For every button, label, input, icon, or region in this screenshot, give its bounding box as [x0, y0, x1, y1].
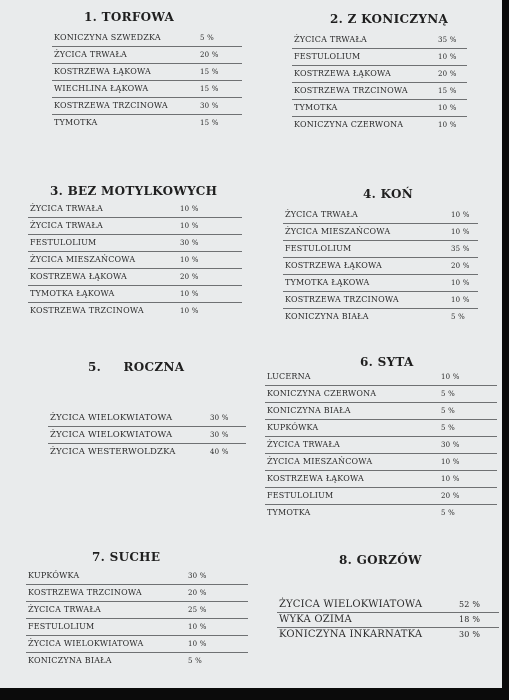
- component-name: KONICZYNA BIAŁA: [285, 312, 369, 321]
- component-name: TYMOTKA ŁĄKOWA: [285, 278, 370, 287]
- component-percentage: 10 %: [438, 121, 457, 129]
- component-name: ŻYCICA TRWAŁA: [30, 221, 103, 230]
- component-name: FESTULOLIUM: [30, 238, 97, 247]
- component-name: KOSTRZEWA TRZCINOWA: [28, 588, 142, 597]
- component-name: TYMOTKA: [294, 103, 338, 112]
- mix-row: [48, 427, 246, 444]
- mix-rows: [283, 207, 478, 325]
- mix-row: [283, 207, 478, 224]
- component-percentage: 30 %: [210, 414, 229, 422]
- component-name: ŻYCICA WIELOKWIATOWA: [50, 413, 173, 423]
- component-percentage: 15 %: [200, 119, 219, 127]
- component-percentage: 30 %: [441, 441, 460, 449]
- component-percentage: 20 %: [180, 273, 199, 281]
- component-percentage: 20 %: [438, 70, 457, 78]
- component-name: KOSTRZEWA ŁĄKOWA: [30, 272, 127, 281]
- mix-title: 1. TORFOWA: [84, 10, 175, 24]
- component-percentage: 10 %: [441, 458, 460, 466]
- component-percentage: 25 %: [188, 606, 207, 614]
- mix-row: [265, 420, 497, 437]
- component-percentage: 10 %: [441, 373, 460, 381]
- mix-rows: [292, 32, 467, 133]
- component-name: TYMOTKA ŁĄKOWA: [30, 289, 115, 298]
- mix-row: [52, 30, 242, 47]
- component-percentage: 20 %: [451, 262, 470, 270]
- component-percentage: 15 %: [438, 87, 457, 95]
- component-percentage: 20 %: [188, 589, 207, 597]
- component-name: WIECHLINA ŁĄKOWA: [54, 84, 149, 93]
- component-name: KOSTRZEWA TRZCINOWA: [294, 86, 408, 95]
- mix-row: [28, 303, 242, 319]
- mix-row: [28, 252, 242, 269]
- component-percentage: 20 %: [200, 51, 219, 59]
- component-name: ŻYCICA TRWAŁA: [294, 35, 367, 44]
- component-name: TYMOTKA: [54, 118, 98, 127]
- mix-title: 2. Z KONICZYNĄ: [330, 12, 449, 26]
- mix-row: [277, 628, 499, 642]
- mix-row: [292, 117, 467, 133]
- mix-row: [26, 653, 248, 669]
- component-name: FESTULOLIUM: [28, 622, 95, 631]
- component-percentage: 52 %: [459, 600, 481, 609]
- mix-row: [292, 83, 467, 100]
- mix-title: 6. SYTA: [360, 355, 414, 369]
- mix-row: [26, 619, 248, 636]
- mix-row: [48, 410, 246, 427]
- component-name: KOSTRZEWA TRZCINOWA: [30, 306, 144, 315]
- mix-row: [48, 444, 246, 460]
- mix-title: 3. BEZ MOTYLKOWYCH: [50, 184, 218, 198]
- mix-row: [28, 218, 242, 235]
- component-name: KONICZYNA INKARNATKA: [279, 629, 423, 640]
- component-percentage: 10 %: [441, 475, 460, 483]
- component-percentage: 10 %: [451, 211, 470, 219]
- component-percentage: 10 %: [180, 307, 199, 315]
- component-percentage: 10 %: [180, 290, 199, 298]
- component-name: ŻYCICA MIESZAŃCOWA: [30, 255, 136, 264]
- component-percentage: 5 %: [441, 424, 455, 432]
- component-name: FESTULOLIUM: [267, 491, 334, 500]
- component-name: FESTULOLIUM: [294, 52, 361, 61]
- mix-row: [265, 488, 497, 505]
- component-name: KONICZYNA CZERWONA: [294, 120, 404, 129]
- mix-rows: [52, 30, 242, 131]
- component-name: ŻYCICA WESTERWOLDZKA: [50, 447, 176, 457]
- component-name: ŻYCICA TRWAŁA: [267, 440, 340, 449]
- mix-row: [292, 32, 467, 49]
- mix-title: 8. GORZÓW: [339, 553, 422, 567]
- component-name: KOSTRZEWA ŁĄKOWA: [285, 261, 382, 270]
- component-name: ŻYCICA WIELOKWIATOWA: [50, 430, 173, 440]
- mix-row: [277, 598, 499, 613]
- component-percentage: 40 %: [210, 448, 229, 456]
- component-percentage: 30 %: [180, 239, 199, 247]
- mix-row: [283, 309, 478, 325]
- mix-title: 7. SUCHE: [92, 550, 161, 564]
- component-percentage: 5 %: [200, 34, 214, 42]
- component-percentage: 15 %: [200, 85, 219, 93]
- component-name: ŻYCICA MIESZAŃCOWA: [267, 457, 373, 466]
- mix-row: [52, 64, 242, 81]
- mix-row: [28, 235, 242, 252]
- mix-row: [265, 437, 497, 454]
- mix-row: [265, 386, 497, 403]
- mix-row: [26, 585, 248, 602]
- component-name: KOSTRZEWA TRZCINOWA: [285, 295, 399, 304]
- component-percentage: 30 %: [459, 630, 481, 639]
- mix-row: [26, 636, 248, 653]
- mix-title: 4. KOŃ: [363, 187, 414, 201]
- component-name: WYKA OZIMA: [279, 614, 352, 625]
- mix-row: [265, 369, 497, 386]
- component-percentage: 5 %: [441, 407, 455, 415]
- component-name: KOSTRZEWA TRZCINOWA: [54, 101, 168, 110]
- component-percentage: 10 %: [451, 279, 470, 287]
- component-name: KONICZYNA BIAŁA: [28, 656, 112, 665]
- mix-row: [28, 201, 242, 218]
- component-name: ŻYCICA WIELOKWIATOWA: [279, 599, 423, 610]
- mix-rows: [26, 568, 248, 669]
- component-name: KUPKÓWKA: [267, 423, 319, 432]
- component-name: KONICZYNA BIAŁA: [267, 406, 351, 415]
- mix-row: [292, 100, 467, 117]
- mix-row: [283, 258, 478, 275]
- component-name: TYMOTKA: [267, 508, 311, 517]
- mix-row: [28, 269, 242, 286]
- mix-row: [277, 613, 499, 628]
- component-name: ŻYCICA TRWAŁA: [285, 210, 358, 219]
- mix-row: [52, 98, 242, 115]
- component-name: KOSTRZEWA ŁĄKOWA: [54, 67, 151, 76]
- component-percentage: 10 %: [438, 53, 457, 61]
- component-percentage: 10 %: [451, 296, 470, 304]
- mix-row: [52, 115, 242, 131]
- component-percentage: 10 %: [451, 228, 470, 236]
- component-percentage: 10 %: [180, 256, 199, 264]
- mix-row: [292, 49, 467, 66]
- mix-row: [265, 403, 497, 420]
- mix-row: [26, 568, 248, 585]
- component-percentage: 35 %: [438, 36, 457, 44]
- mix-row: [283, 224, 478, 241]
- mix-row: [265, 454, 497, 471]
- component-percentage: 5 %: [441, 509, 455, 517]
- mix-row: [265, 471, 497, 488]
- mix-row: [52, 81, 242, 98]
- mix-row: [283, 241, 478, 258]
- mix-row: [265, 505, 497, 521]
- component-percentage: 10 %: [438, 104, 457, 112]
- component-name: ŻYCICA MIESZAŃCOWA: [285, 227, 391, 236]
- component-percentage: 30 %: [210, 431, 229, 439]
- component-percentage: 35 %: [451, 245, 470, 253]
- mix-row: [292, 66, 467, 83]
- component-percentage: 30 %: [188, 572, 207, 580]
- component-name: KOSTRZEWA ŁĄKOWA: [267, 474, 364, 483]
- component-percentage: 5 %: [188, 657, 202, 665]
- mix-rows: [265, 369, 497, 521]
- mix-rows: [48, 410, 246, 460]
- mix-row: [283, 292, 478, 309]
- component-percentage: 5 %: [441, 390, 455, 398]
- component-percentage: 20 %: [441, 492, 460, 500]
- mix-row: [26, 602, 248, 619]
- mix-row: [283, 275, 478, 292]
- component-name: KUPKÓWKA: [28, 571, 80, 580]
- component-percentage: 10 %: [188, 640, 207, 648]
- mix-rows: [277, 598, 499, 642]
- component-name: ŻYCICA TRWAŁA: [30, 204, 103, 213]
- component-percentage: 10 %: [188, 623, 207, 631]
- mix-rows: [28, 201, 242, 319]
- component-name: FESTULOLIUM: [285, 244, 352, 253]
- component-name: LUCERNA: [267, 372, 311, 381]
- component-percentage: 18 %: [459, 615, 481, 624]
- component-name: ŻYCICA WIELOKWIATOWA: [28, 639, 144, 648]
- component-name: ŻYCICA TRWAŁA: [28, 605, 101, 614]
- component-name: KOSTRZEWA ŁĄKOWA: [294, 69, 391, 78]
- mix-title: 5. ROCZNA: [88, 360, 185, 374]
- component-name: KONICZYNA CZERWONA: [267, 389, 377, 398]
- component-percentage: 10 %: [180, 205, 199, 213]
- component-name: ŻYCICA TRWAŁA: [54, 50, 127, 59]
- component-percentage: 5 %: [451, 313, 465, 321]
- mix-row: [52, 47, 242, 64]
- component-percentage: 15 %: [200, 68, 219, 76]
- component-percentage: 10 %: [180, 222, 199, 230]
- component-name: KONICZYNA SZWEDZKA: [54, 33, 161, 42]
- component-percentage: 30 %: [200, 102, 219, 110]
- mix-row: [28, 286, 242, 303]
